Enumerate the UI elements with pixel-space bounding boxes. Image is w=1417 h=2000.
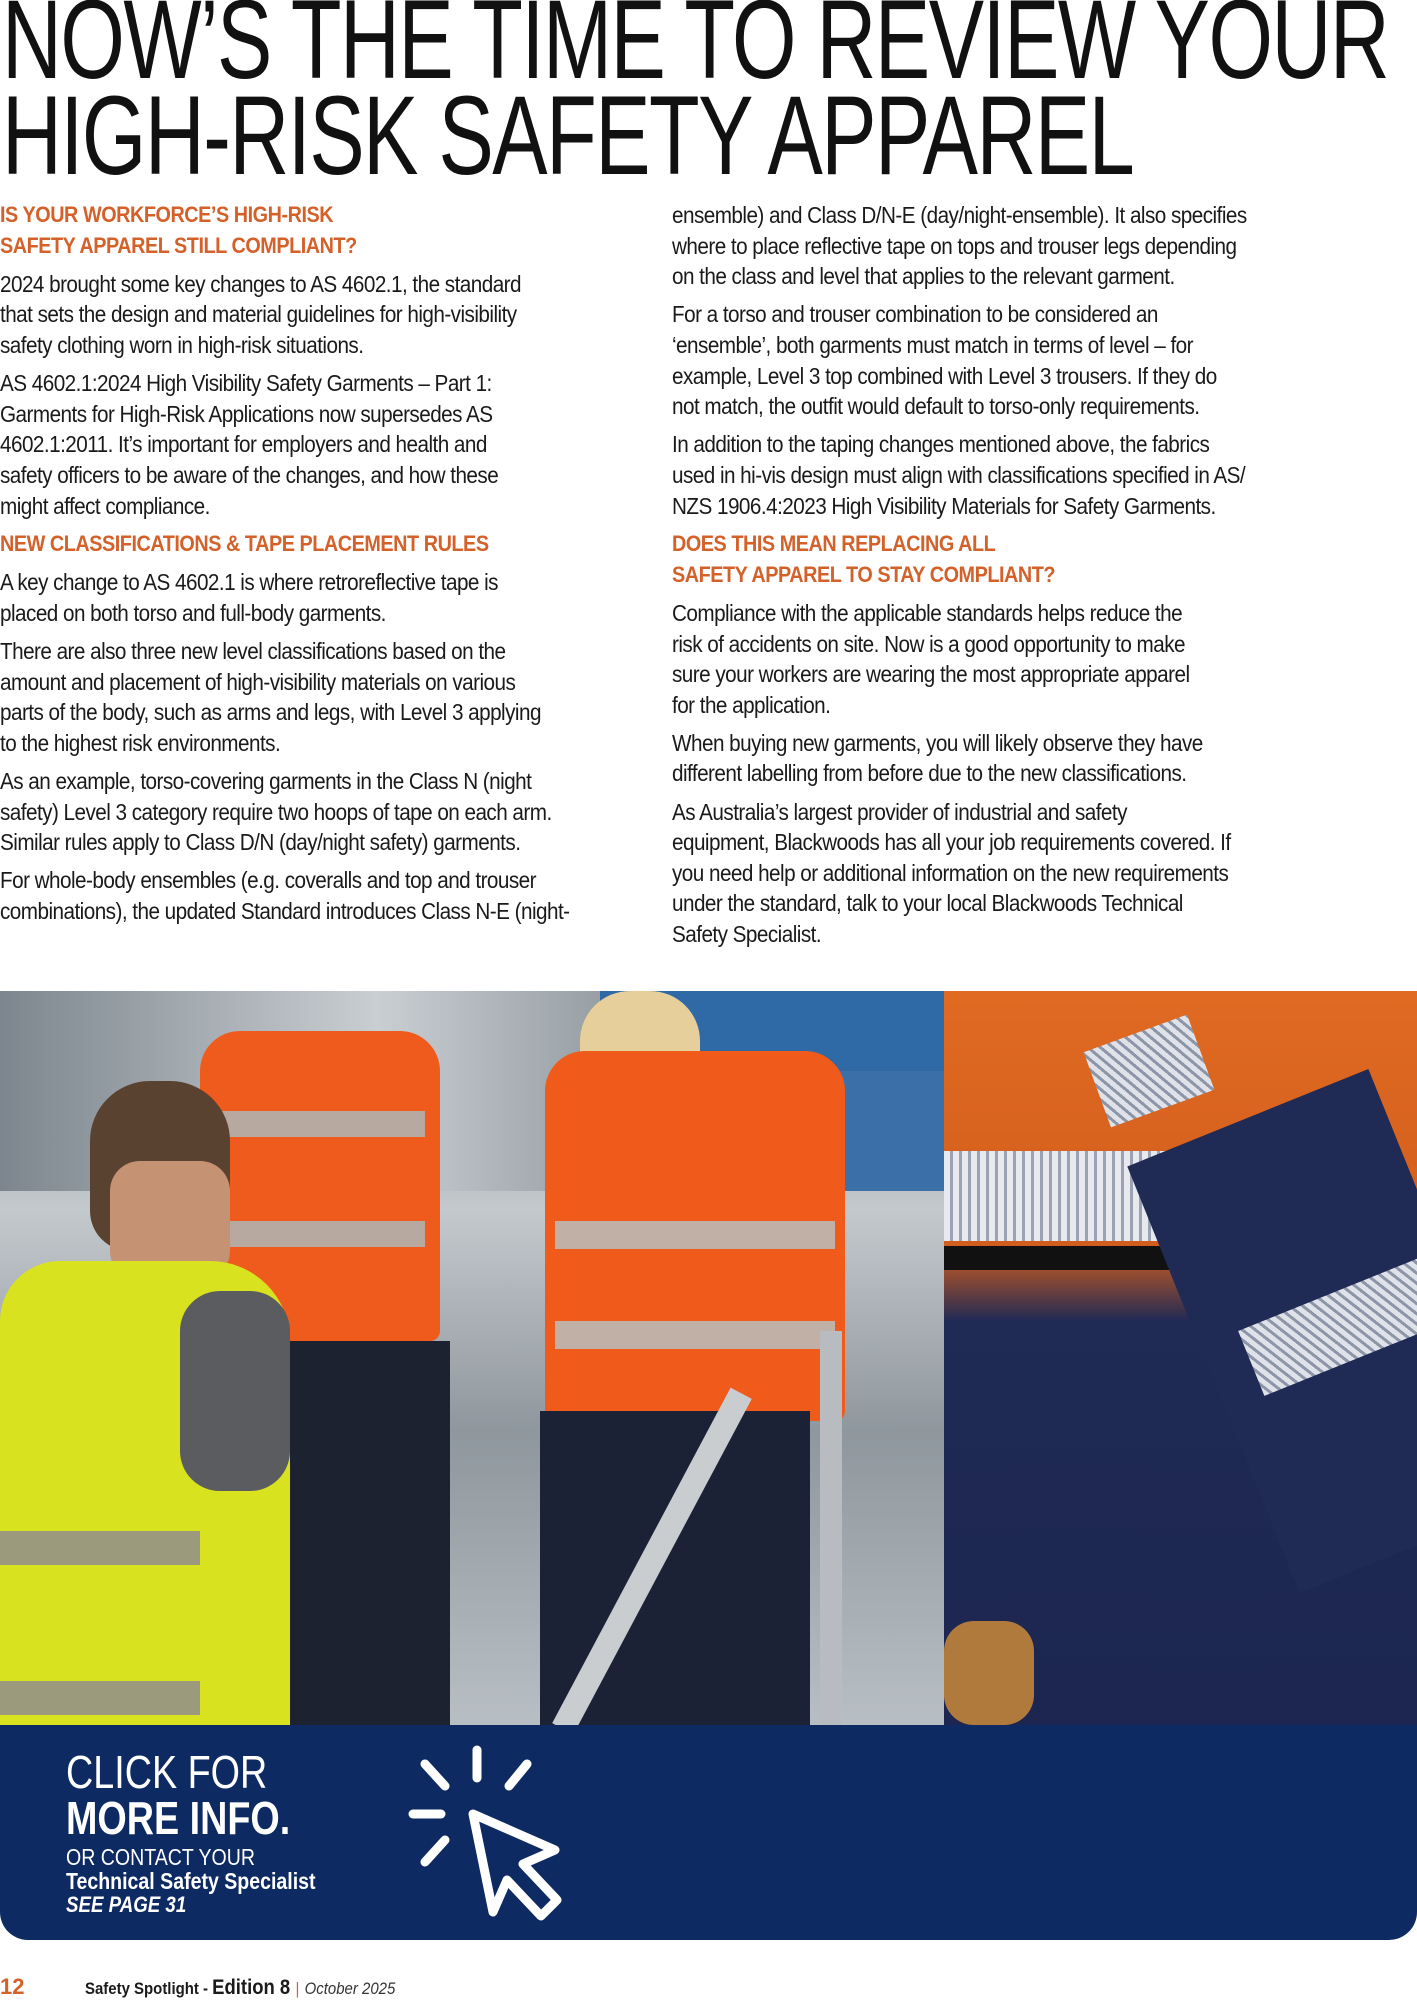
banner-specialist: Technical Safety Specialist (66, 1868, 316, 1894)
text-line: on the class and level that applies to the relevant garment. (672, 263, 1175, 290)
title-line-1: NOW’S THE TIME TO REVIEW YOUR (2, 0, 1389, 102)
heading-line: SAFETY APPAREL STILL COMPLIANT? (0, 232, 357, 258)
heading-line: DOES THIS MEAN REPLACING ALL (672, 531, 996, 557)
text-line: 4602.1:2011. It’s important for employers and health and (0, 431, 487, 458)
text-line: For whole-body ensembles (e.g. coveralls and top and trouser (0, 867, 537, 894)
text-line: AS 4602.1:2024 High Visibility Safety Garments – Part 1: (0, 370, 492, 397)
text-line: Safety Specialist. (672, 921, 822, 948)
banner-more-info[interactable]: MORE INFO. (66, 1792, 291, 1844)
banner-contact: OR CONTACT YOUR (66, 1844, 256, 1870)
text-line: that sets the design and material guidelines for high-visibility (0, 301, 517, 328)
text-line: different labelling from before due to the new classifications. (672, 760, 1187, 787)
banner-see-page[interactable]: SEE PAGE 31 (66, 1892, 187, 1917)
text-line: 2024 brought some key changes to AS 4602.1, the standard (0, 270, 522, 297)
paragraph (0, 368, 640, 521)
text-line: to the highest risk environments. (0, 729, 281, 756)
footer-publication (85, 1976, 395, 2000)
text-line: placed on both torso and full-body garments. (0, 599, 386, 626)
paragraph (0, 766, 640, 858)
cursor-click-icon[interactable] (405, 1742, 595, 1927)
paragraph (0, 636, 640, 758)
publication-name: Safety Spotlight - (85, 1979, 213, 1998)
text-line: Compliance with the applicable standards helps reduce the (672, 599, 1183, 626)
text-line: used in hi-vis design must align with classifications specified in AS/ (672, 461, 1246, 488)
text-line: risk of accidents on site. Now is a good opportunity to make (672, 630, 1185, 657)
heading-line: NEW CLASSIFICATIONS & TAPE PLACEMENT RULES (0, 531, 489, 557)
heading-line: IS YOUR WORKFORCE’S HIGH-RISK (0, 202, 334, 227)
paragraph (0, 269, 640, 361)
text-line: A key change to AS 4602.1 is where retroreflective tape is (0, 569, 498, 596)
hi-vis-shirt-closeup-photo (944, 991, 1417, 1725)
text-line: example, Level 3 top combined with Level 3 trousers. If they do (672, 362, 1217, 389)
text-line: combinations), the updated Standard introduces Class N-E (night- (0, 898, 570, 925)
page-title (2, 0, 1389, 198)
article-column-1 (0, 200, 640, 934)
text-line: safety officers to be aware of the changes, and how these (0, 461, 499, 488)
issue-date: October 2025 (304, 1979, 396, 1998)
paragraph (672, 299, 1312, 421)
text-line: In addition to the taping changes mentioned above, the fabrics (672, 431, 1210, 458)
text-line: you need help or additional information on the new requirements (672, 859, 1229, 886)
footer-separator: | (295, 1979, 300, 1998)
text-line: equipment, Blackwoods has all your job requirements covered. If (672, 829, 1231, 856)
text-line: There are also three new level classifications based on the (0, 638, 506, 665)
article-column-2 (672, 200, 1312, 957)
paragraph (672, 598, 1312, 720)
paragraph (0, 865, 640, 926)
text-line: For a torso and trouser combination to be considered an (672, 301, 1158, 328)
text-line: Similar rules apply to Class D/N (day/night safety) garments. (0, 829, 521, 856)
paragraph (672, 200, 1312, 292)
text-line: As an example, torso-covering garments in the Class N (night (0, 768, 532, 795)
text-line: where to place reflective tape on tops and trouser legs depending (672, 232, 1237, 259)
text-line: ensemble) and Class D/N-E (day/night-ensemble). It also specifies (672, 202, 1247, 228)
text-line: NZS 1906.4:2023 High Visibility Materials for Safety Garments. (672, 492, 1216, 519)
banner-click-for: CLICK FOR (66, 1746, 268, 1798)
text-line: safety clothing worn in high-risk situations. (0, 331, 364, 358)
heading-line: SAFETY APPAREL TO STAY COMPLIANT? (672, 561, 1056, 587)
section-heading (0, 200, 640, 261)
text-line: When buying new garments, you will likely observe they have (672, 729, 1203, 756)
paragraph (672, 797, 1312, 950)
paragraph (0, 567, 640, 628)
text-line: safety) Level 3 category require two hoops of tape on each arm. (0, 798, 552, 825)
paragraph (672, 429, 1312, 521)
text-line: ‘ensemble’, both garments must match in terms of level – for (672, 331, 1193, 358)
page-number: 12 (0, 1974, 25, 1999)
text-line: under the standard, talk to your local Blackwoods Technical (672, 890, 1183, 917)
text-line: might affect compliance. (0, 492, 210, 519)
text-line: sure your workers are wearing the most appropriate apparel (672, 661, 1190, 688)
workers-on-stairs-photo (0, 991, 944, 1725)
title-line-2: HIGH-RISK SAFETY APPAREL (2, 73, 1134, 198)
edition: Edition 8 (212, 1976, 291, 1999)
text-line: amount and placement of high-visibility materials on various (0, 668, 516, 695)
text-line: for the application. (672, 691, 831, 718)
text-line: not match, the outfit would default to torso-only requirements. (672, 393, 1200, 420)
more-info-banner[interactable] (0, 1725, 1417, 1940)
text-line: As Australia’s largest provider of industrial and safety (672, 798, 1127, 825)
section-heading (672, 529, 1312, 590)
paragraph (672, 728, 1312, 789)
text-line: parts of the body, such as arms and legs, with Level 3 applying (0, 699, 541, 726)
section-heading (0, 529, 640, 560)
text-line: Garments for High-Risk Applications now supersedes AS (0, 400, 493, 427)
